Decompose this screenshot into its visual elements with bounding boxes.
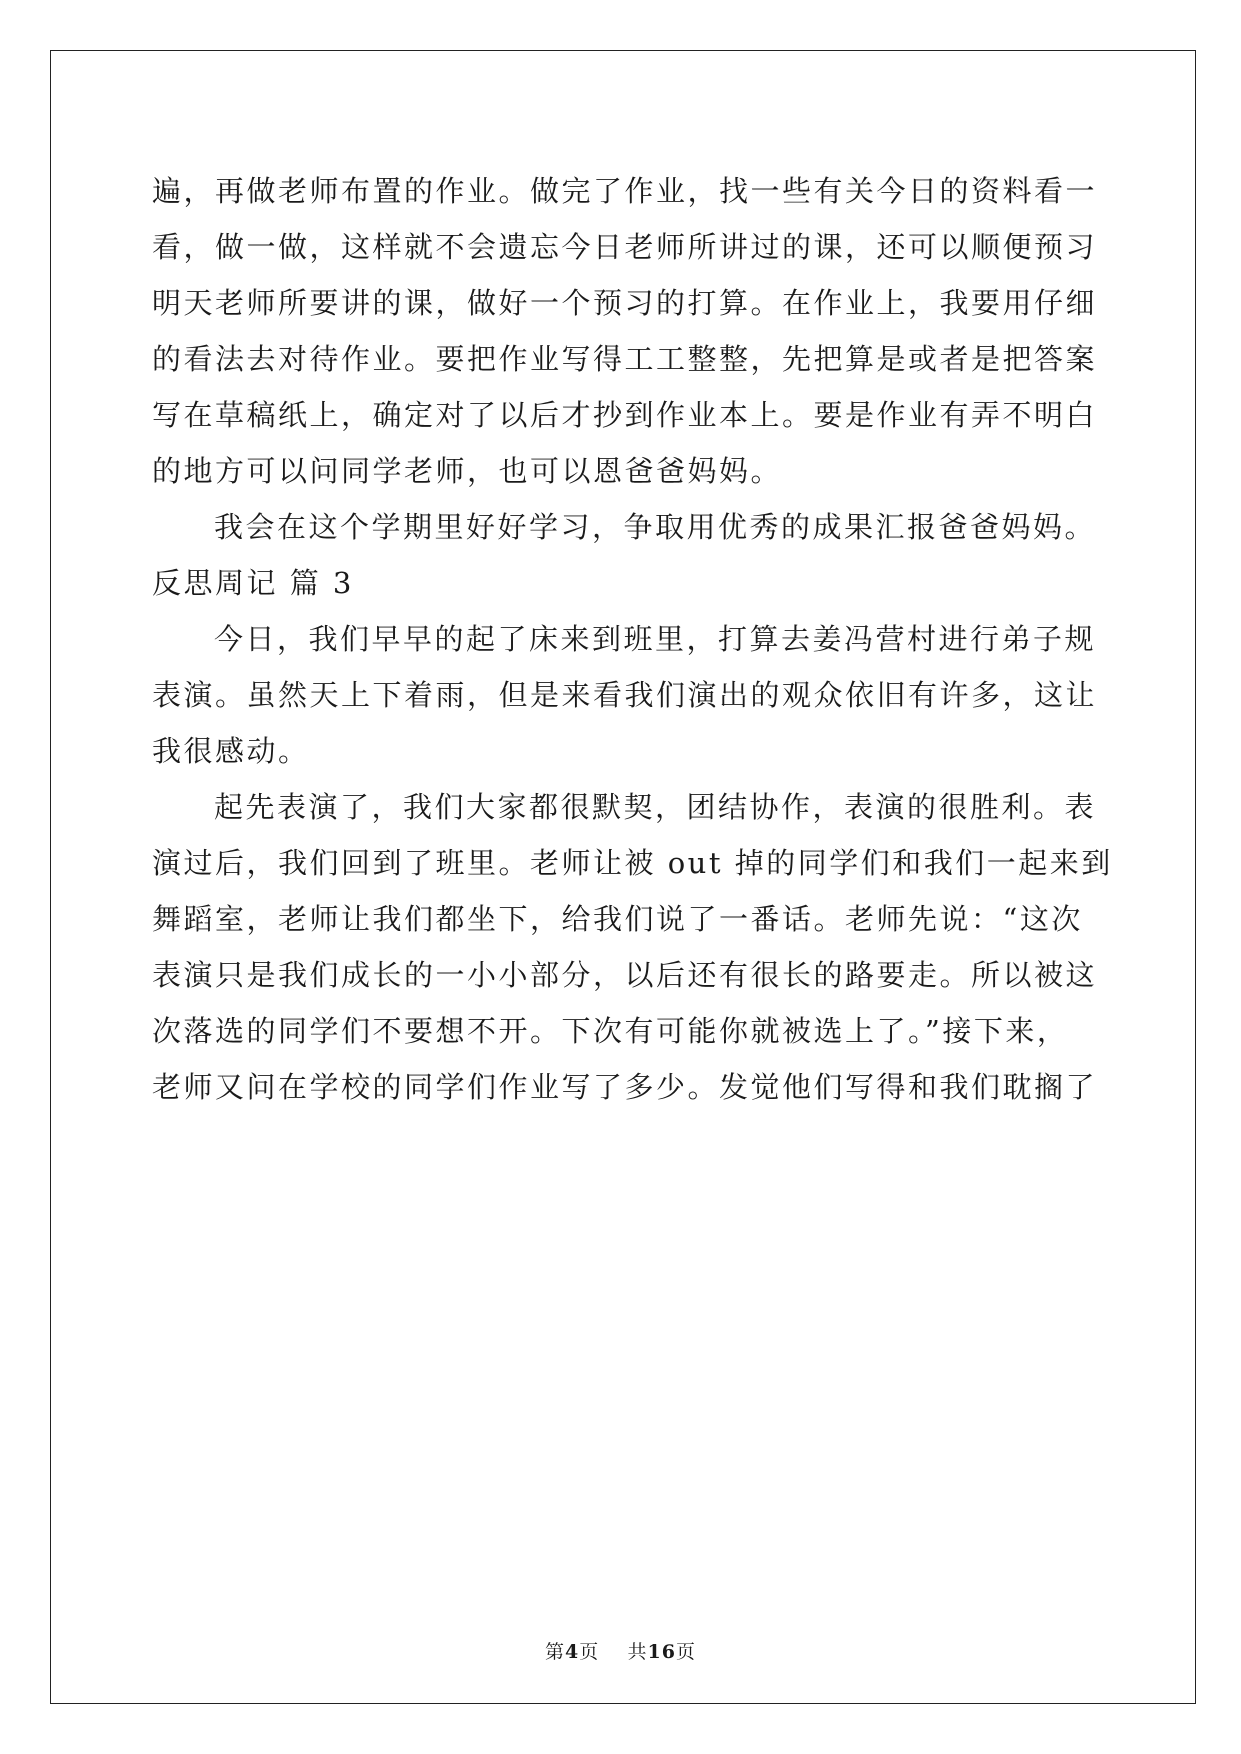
text-line: 我很感动。 <box>152 734 310 768</box>
page-footer <box>0 1637 1241 1664</box>
section-heading: 反思周记 篇 3 <box>152 566 354 600</box>
text-line: 写在草稿纸上，确定对了以后才抄到作业本上。要是作业有弄不明白 <box>152 398 1098 432</box>
text-line: 起先表演了，我们大家都很默契，团结协作，表演的很胜利。表 <box>214 790 1097 824</box>
text-line: 次落选的同学们不要想不开。下次有可能你就被选上了。”接下来， <box>152 1014 1069 1048</box>
document-body <box>152 163 1113 1115</box>
text-line: 明天老师所要讲的课，做好一个预习的打算。在作业上，我要用仔细 <box>152 286 1098 320</box>
total-pages: 16 <box>647 1641 676 1663</box>
page-prefix: 第 <box>545 1641 566 1663</box>
text-line: 的地方可以问同学老师，也可以恩爸爸妈妈。 <box>152 454 783 488</box>
page-number: 4 <box>565 1641 580 1663</box>
text-line: 舞蹈室，老师让我们都坐下，给我们说了一番话。老师先说：“这次 <box>152 902 1083 936</box>
text-line: 我会在这个学期里好好学习，争取用优秀的成果汇报爸爸妈妈。 <box>214 510 1097 544</box>
total-prefix: 共 <box>627 1641 648 1663</box>
text-line: 的看法去对待作业。要把作业写得工工整整，先把算是或者是把答案 <box>152 342 1098 376</box>
text-line: 老师又问在学校的同学们作业写了多少。发觉他们写得和我们耽搁了 <box>152 1070 1098 1104</box>
text-line: 今日，我们早早的起了床来到班里，打算去姜冯营村进行弟子规 <box>214 622 1097 656</box>
text-line: 表演。虽然天上下着雨，但是来看我们演出的观众依旧有许多，这让 <box>152 678 1098 712</box>
text-line: 表演只是我们成长的一小小部分，以后还有很长的路要走。所以被这 <box>152 958 1098 992</box>
page-suffix: 页 <box>579 1641 600 1663</box>
total-suffix: 页 <box>675 1641 696 1663</box>
text-line: 演过后，我们回到了班里。老师让被 out 掉的同学们和我们一起来到 <box>152 846 1113 880</box>
text-line: 遍，再做老师布置的作业。做完了作业，找一些有关今日的资料看一 <box>152 174 1098 208</box>
text-line: 看，做一做，这样就不会遗忘今日老师所讲过的课，还可以顺便预习 <box>152 230 1098 264</box>
